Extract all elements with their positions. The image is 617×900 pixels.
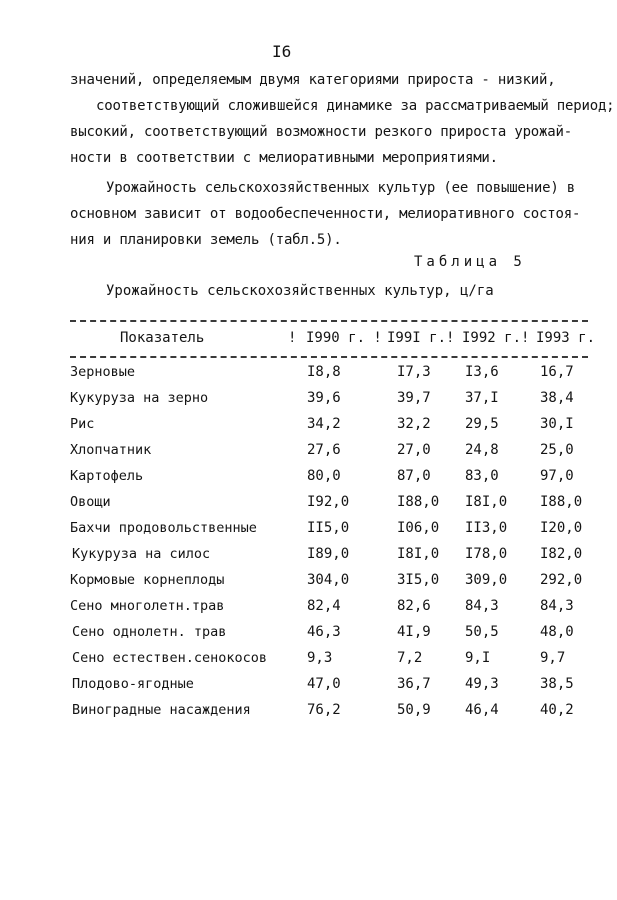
- table-cell: 39,6: [307, 390, 341, 406]
- table-cell: 50,9: [397, 702, 431, 718]
- table-cell: I7,3: [397, 364, 431, 380]
- table-cell: I20,0: [540, 520, 583, 536]
- table-top-rule: [70, 320, 588, 322]
- row-label: Картофель: [70, 468, 144, 484]
- row-label: Виноградные насаждения: [72, 702, 251, 718]
- row-label: Сено естествен.сенокосов: [72, 650, 268, 666]
- table-cell: I88,0: [397, 494, 440, 510]
- row-label: Зерновые: [70, 364, 136, 380]
- table-cell: 82,6: [397, 598, 431, 614]
- table-cell: 30,I: [540, 416, 574, 432]
- table-cell: 97,0: [540, 468, 574, 484]
- table-cell: 50,5: [465, 624, 499, 640]
- row-label: Сено однолетн. трав: [72, 624, 227, 640]
- column-separator: !: [288, 330, 297, 346]
- table-cell: 24,8: [465, 442, 499, 458]
- table-cell: 37,I: [465, 390, 499, 406]
- table-cell: 87,0: [397, 468, 431, 484]
- table-cell: 9,7: [540, 650, 566, 666]
- table-cell: I78,0: [465, 546, 508, 562]
- table-cell: II5,0: [307, 520, 350, 536]
- paragraph-line: соответствующий сложившейся динамике за рассматриваемый период;: [96, 98, 615, 114]
- table-cell: 304,0: [307, 572, 350, 588]
- table-cell: I8I,0: [465, 494, 508, 510]
- table-cell: 32,2: [397, 416, 431, 432]
- paragraph-line: высокий, соответствующий возможности резкого прироста урожай-: [70, 124, 572, 140]
- table-cell: 38,5: [540, 676, 574, 692]
- table-cell: 29,5: [465, 416, 499, 432]
- table-cell: 4I,9: [397, 624, 431, 640]
- page-number: I6: [272, 42, 292, 61]
- table-cell: 83,0: [465, 468, 499, 484]
- table-cell: 9,3: [307, 650, 333, 666]
- table-cell: 76,2: [307, 702, 341, 718]
- table-cell: 46,3: [307, 624, 341, 640]
- row-label: Овощи: [70, 494, 111, 510]
- table-cell: 39,7: [397, 390, 431, 406]
- table-cell: 84,3: [465, 598, 499, 614]
- table-title: Урожайность сельскохозяйственных культур, ц/га: [106, 283, 494, 299]
- paragraph-line: ности в соответствии с мелиоративными мероприятиями.: [70, 150, 498, 166]
- table-cell: 80,0: [307, 468, 341, 484]
- row-label: Бахчи продовольственные: [70, 520, 257, 536]
- table-cell: 49,3: [465, 676, 499, 692]
- table-cell: I8I,0: [397, 546, 440, 562]
- table-cell: 40,2: [540, 702, 574, 718]
- row-label: Хлопчатник: [70, 442, 152, 458]
- table-cell: I06,0: [397, 520, 440, 536]
- table-cell: II3,0: [465, 520, 508, 536]
- column-header-1993: I993 г.: [536, 330, 596, 346]
- paragraph-line: ния и планировки земель (табл.5).: [70, 232, 342, 248]
- table-cell: 47,0: [307, 676, 341, 692]
- table-cell: 3I5,0: [397, 572, 440, 588]
- table-cell: 48,0: [540, 624, 574, 640]
- table-cell: 9,I: [465, 650, 491, 666]
- table-cell: 38,4: [540, 390, 574, 406]
- table-cell: I82,0: [540, 546, 583, 562]
- paragraph-line: Урожайность сельскохозяйственных культур (ее повышение) в: [106, 180, 576, 196]
- table-cell: I89,0: [307, 546, 350, 562]
- row-label: Рис: [70, 416, 95, 432]
- table-cell: 7,2: [397, 650, 423, 666]
- row-label: Плодово-ягодные: [72, 676, 194, 692]
- table-header-rule: [70, 356, 588, 358]
- table-cell: 34,2: [307, 416, 341, 432]
- table-number-label: Таблица 5: [414, 254, 526, 270]
- table-cell: 46,4: [465, 702, 499, 718]
- table-cell: 36,7: [397, 676, 431, 692]
- paragraph-line: значений, определяемым двумя категориями прироста - низкий,: [70, 72, 556, 88]
- table-cell: 27,0: [397, 442, 431, 458]
- table-cell: 292,0: [540, 572, 583, 588]
- column-header-1992: I992 г.!: [462, 330, 530, 346]
- column-header-1991: I99I г.!: [387, 330, 455, 346]
- table-cell: 84,3: [540, 598, 574, 614]
- table-cell: 27,6: [307, 442, 341, 458]
- column-header-indicator: Показатель: [120, 330, 205, 346]
- row-label: Кормовые корнеплоды: [70, 572, 225, 588]
- paragraph-line: основном зависит от водообеспеченности, мелиоративного состоя-: [70, 206, 581, 222]
- table-cell: I8,8: [307, 364, 341, 380]
- row-label: Кукуруза на силос: [72, 546, 211, 562]
- table-cell: 82,4: [307, 598, 341, 614]
- table-cell: 16,7: [540, 364, 574, 380]
- column-header-1990: I990 г. !: [306, 330, 382, 346]
- table-cell: 309,0: [465, 572, 508, 588]
- table-cell: 25,0: [540, 442, 574, 458]
- table-cell: I92,0: [307, 494, 350, 510]
- row-label: Кукуруза на зерно: [70, 390, 209, 406]
- table-cell: I88,0: [540, 494, 583, 510]
- row-label: Сено многолетн.трав: [70, 598, 225, 614]
- table-cell: I3,6: [465, 364, 499, 380]
